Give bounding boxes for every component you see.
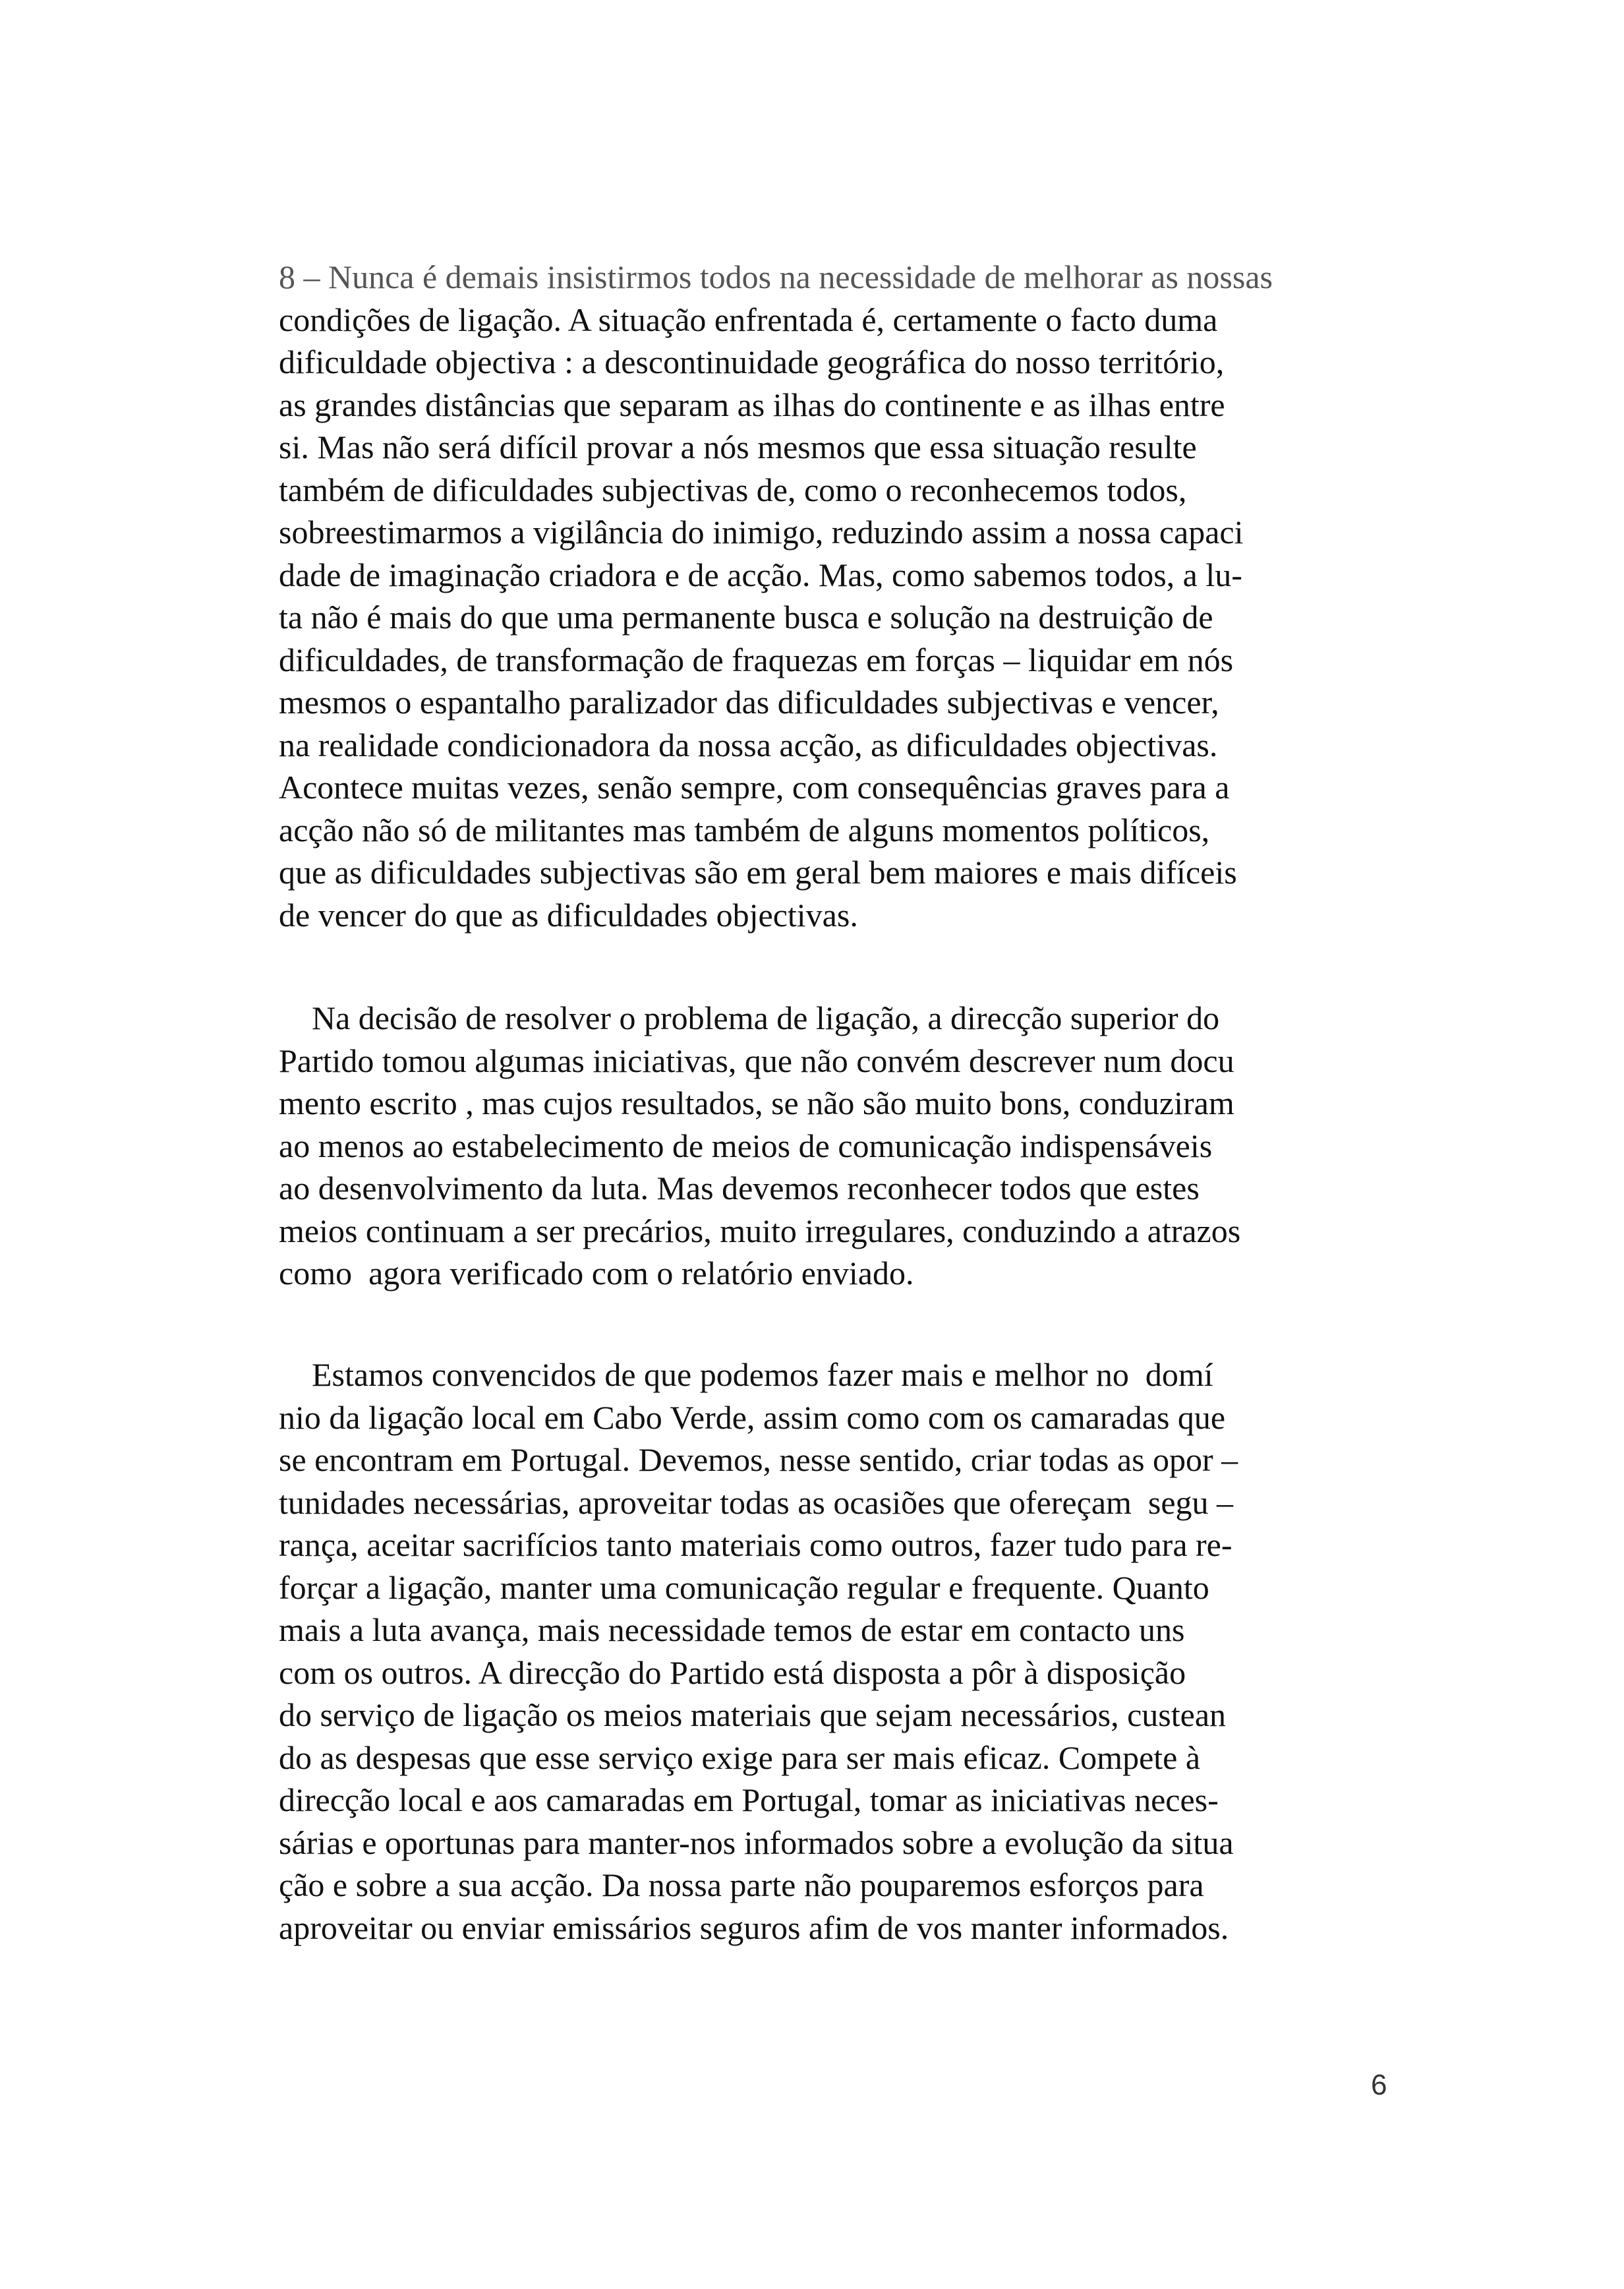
text-line: tunidades necessárias, aproveitar todas as ocasiões que ofereçam segu –: [279, 1483, 1234, 1521]
text-line: condições de ligação. A situação enfrentada é, certamente o facto duma: [279, 301, 1218, 338]
text-line: Estamos convencidos de que podemos fazer mais e melhor no domí: [279, 1356, 1213, 1393]
text-line: Na decisão de resolver o problema de ligação, a direcção superior do: [279, 999, 1220, 1036]
text-line: que as dificuldades subjectivas são em geral bem maiores e mais difíceis: [279, 854, 1237, 891]
text-line: ao desenvolvimento da luta. Mas devemos reconhecer todos que estes: [279, 1170, 1200, 1206]
text-line: Acontece muitas vezes, senão sempre, com consequências graves para a: [279, 769, 1230, 806]
text-line: do as despesas que esse serviço exige para ser mais eficaz. Compete à: [279, 1739, 1201, 1776]
text-line: de vencer do que as dificuldades objectivas.: [279, 896, 858, 934]
paragraph-2: [279, 997, 1240, 1295]
text-line: do serviço de ligação os meios materiais que sejam necessários, custean: [279, 1696, 1227, 1733]
text-line: sárias e oportunas para manter-nos informados sobre a evolução da situa: [279, 1824, 1234, 1861]
text-line: mesmos o espantalho paralizador das dificuldades subjectivas e vencer,: [279, 684, 1219, 721]
text-line: ao menos ao estabelecimento de meios de comunicação indispensáveis: [279, 1127, 1213, 1164]
text-line: como agora verificado com o relatório enviado.: [279, 1255, 914, 1292]
paragraph-3: [279, 1353, 1238, 1949]
paragraph-1: [279, 256, 1273, 936]
text-line: sobreestimarmos a vigilância do inimigo, reduzindo assim a nossa capaci: [279, 514, 1244, 550]
text-line: com os outros. A direcção do Partido está disposta a pôr à disposição: [279, 1653, 1186, 1691]
text-line: as grandes distâncias que separam as ilhas do continente e as ilhas entre: [279, 386, 1225, 423]
text-line: direcção local e aos camaradas em Portugal, tomar as iniciativas neces-: [279, 1781, 1219, 1818]
text-line: si. Mas não será difícil provar a nós mesmos que essa situação resulte: [279, 429, 1197, 465]
text-line: mento escrito , mas cujos resultados, se não são muito bons, conduziram: [279, 1085, 1234, 1121]
text-line: rança, aceitar sacrifícios tanto materiais como outros, fazer tudo para re-: [279, 1526, 1232, 1563]
text-line: forçar a ligação, manter uma comunicação regular e frequente. Quanto: [279, 1568, 1209, 1606]
text-line: acção não só de militantes mas também de alguns momentos políticos,: [279, 811, 1210, 848]
text-line: 8 – Nunca é demais insistirmos todos na necessidade de melhorar as nossas: [279, 258, 1273, 295]
text-line: também de dificuldades subjectivas de, como o reconhecemos todos,: [279, 471, 1187, 508]
text-line: Partido tomou algumas iniciativas, que não convém descrever num docu: [279, 1042, 1234, 1079]
text-line: aproveitar ou enviar emissários seguros afim de vos manter informados.: [279, 1909, 1229, 1946]
text-line: se encontram em Portugal. Devemos, nesse sentido, criar todas as opor –: [279, 1441, 1238, 1478]
text-line: dade de imaginação criadora e de acção. Mas, como sabemos todos, a lu-: [279, 556, 1242, 593]
text-line: dificuldades, de transformação de fraquezas em forças – liquidar em nós: [279, 641, 1234, 678]
text-line: na realidade condicionadora da nossa acção, as dificuldades objectivas.: [279, 726, 1218, 763]
text-line: dificuldade objectiva : a descontinuidade geográfica do nosso território,: [279, 343, 1225, 380]
text-line: mais a luta avança, mais necessidade temos de estar em contacto uns: [279, 1611, 1185, 1648]
page-number: 6: [1371, 2069, 1387, 2101]
text-line: ção e sobre a sua acção. Da nossa parte não pouparemos esforços para: [279, 1866, 1204, 1903]
text-line: ta não é mais do que uma permanente busca e solução na destruição de: [279, 599, 1213, 636]
text-line: meios continuam a ser precários, muito irregulares, conduzindo a atrazos: [279, 1212, 1241, 1249]
text-line: nio da ligação local em Cabo Verde, assim como com os camaradas que: [279, 1398, 1226, 1436]
